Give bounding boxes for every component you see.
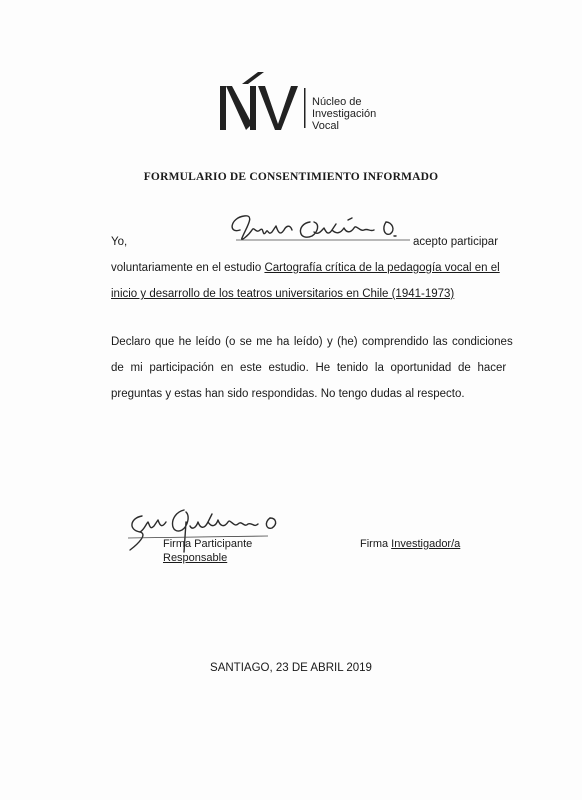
consent-line2-prefix: voluntariamente en el estudio <box>111 262 262 274</box>
participant-name-handwriting <box>222 208 412 248</box>
consent-accept-text: acepto participar <box>413 236 499 248</box>
consent-line2 <box>111 255 500 281</box>
investigator-label <box>360 538 460 550</box>
consent-prefix: Yo, <box>111 236 128 248</box>
document-title: FORMULARIO DE CONSENTIMIENTO INFORMADO <box>143 171 439 183</box>
investigator-label-underlined: Investigador/a <box>391 538 461 550</box>
participant-label-line2: Responsable <box>163 552 228 564</box>
participant-label-line1: Firma Participante <box>163 538 253 550</box>
logo-text-line1: Núcleo de <box>312 96 362 108</box>
logo-text-line2: Investigación <box>312 108 377 120</box>
study-title-part1: Cartografía crítica de la pedagogía vocal en el <box>264 262 500 274</box>
study-title-part2: inicio y desarrollo de los teatros universitarios en Chile (1941-1973) <box>111 288 455 300</box>
logo-text-line3: Vocal <box>312 120 339 132</box>
logo-text <box>312 96 376 132</box>
participant-signature <box>118 500 288 560</box>
declaration-line3: preguntas y estas han sido respondidas. No tengo dudas al respecto. <box>111 388 465 400</box>
declaration-line2: de mi participación en este estudio. He tenido la oportunidad de hacer <box>111 362 507 374</box>
declaration-line1: Declaro que he leído (o se me ha leído) y (he) comprendido las condiciones <box>111 336 513 348</box>
investigator-label-prefix: Firma <box>360 538 389 550</box>
place-date: SANTIAGO, 23 DE ABRIL 2019 <box>210 662 372 674</box>
